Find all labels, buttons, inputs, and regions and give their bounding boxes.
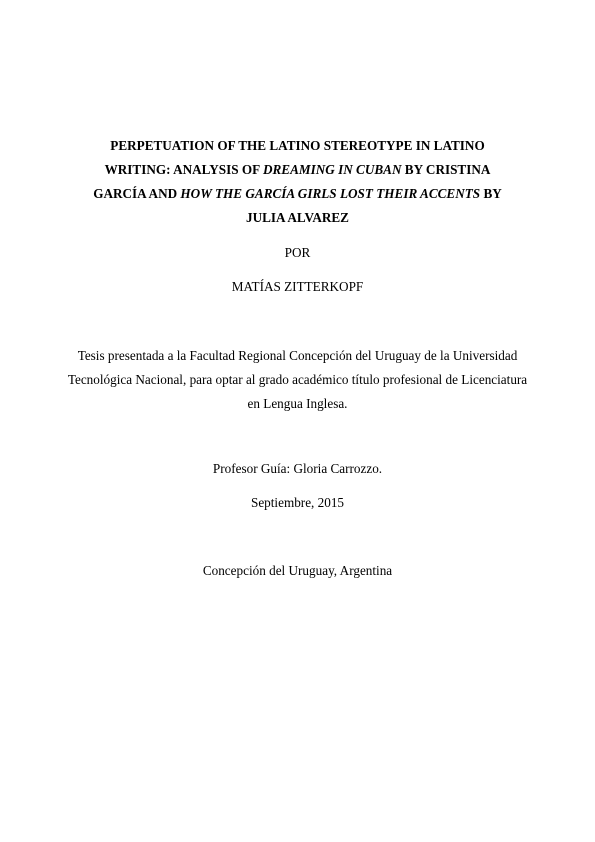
- title-part-5: BY JULIA ALVAREZ: [246, 186, 502, 225]
- place-line: Concepción del Uruguay, Argentina: [202, 563, 393, 578]
- title-part-3: BY CRISTINA GARCÍA AND: [93, 162, 491, 201]
- advisor-line: Profesor Guía: Gloria Carrozzo.: [212, 461, 383, 476]
- thesis-statement: Tesis presentada a la Facultad Regional Concepción del Uruguay de la Universidad Tecnológica Nacional, para optar al grado académico título profesional de Licenciatura en Lengua Inglesa.: [67, 348, 528, 411]
- thesis-title: [80, 134, 515, 230]
- date-line: Septiembre, 2015: [250, 495, 345, 510]
- title-part-1: PERPETUATION OF THE LATINO STEREOTYPE IN LATINO WRITING: ANALYSIS OF: [104, 138, 485, 177]
- title-book-1: DREAMING IN CUBAN: [262, 162, 402, 177]
- title-book-2: HOW THE GARCÍA GIRLS LOST THEIR ACCENTS: [180, 186, 481, 201]
- author-name: MATÍAS ZITTERKOPF: [231, 279, 364, 294]
- por-label: POR: [284, 245, 311, 260]
